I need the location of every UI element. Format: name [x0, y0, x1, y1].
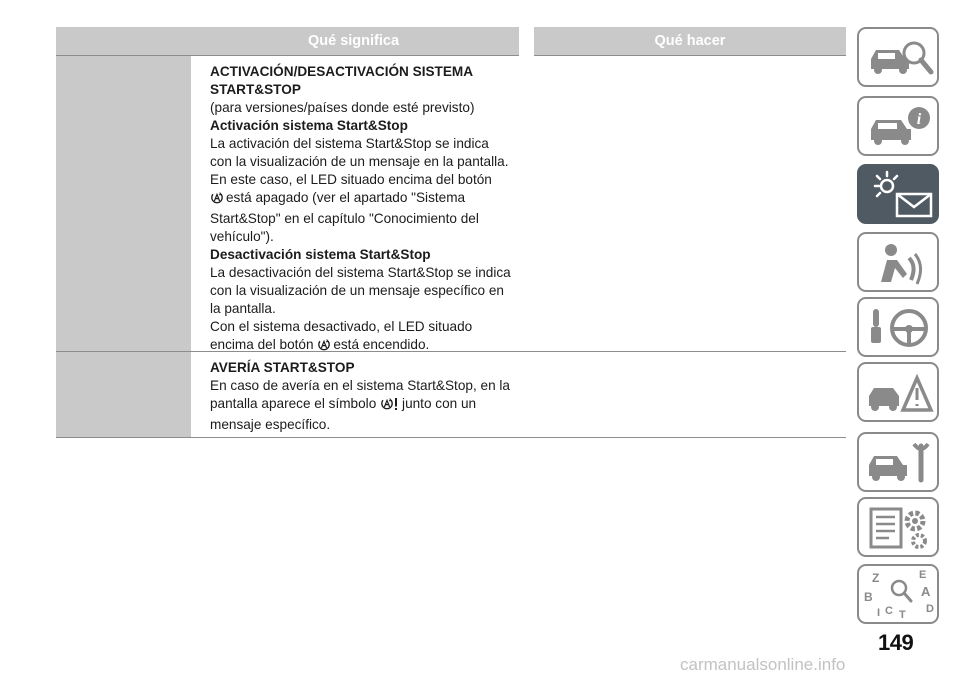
row-title: AVERÍA START&STOP — [210, 360, 355, 375]
specs-gears-icon — [859, 499, 939, 557]
table-row — [56, 352, 846, 438]
action-cell — [519, 56, 846, 351]
info-table — [56, 27, 846, 438]
tab-knowing-vehicle[interactable] — [857, 27, 939, 87]
row-note: (para versiones/países donde esté previsto) — [210, 100, 475, 115]
index-letter: A — [921, 584, 931, 599]
header-what-to-do: Qué hacer — [654, 33, 726, 49]
index-letter: Z — [872, 571, 880, 585]
body-text: Start&Stop" en el capítulo "Conocimiento del — [210, 211, 479, 226]
tab-warning-lights[interactable] — [857, 164, 939, 224]
body-text: La desactivación del sistema Start&Stop se indica — [210, 265, 511, 280]
body-text: La activación del sistema Start&Stop se indica — [210, 136, 489, 151]
start-stop-icon — [210, 191, 224, 210]
tab-index[interactable] — [857, 564, 939, 624]
body-text-with-icon: encima del botón está encendido. — [210, 336, 519, 357]
body-text: En caso de avería en el sistema Start&Stop, en la — [210, 378, 510, 393]
tab-maintenance[interactable] — [857, 432, 939, 492]
index-letter: I — [877, 607, 881, 619]
body-text: la pantalla. — [210, 301, 276, 316]
steering-wheel-key-icon — [859, 299, 939, 357]
svg-text:i: i — [916, 111, 922, 128]
body-text: con la visualización de un mensaje específico en — [210, 283, 504, 298]
alphabetical-index-icon — [859, 566, 939, 624]
body-text: vehículo"). — [210, 229, 274, 244]
tab-emergency[interactable] — [857, 362, 939, 422]
index-letter: B — [864, 590, 873, 604]
symbol-cell — [56, 352, 191, 437]
index-letter: E — [919, 569, 927, 581]
body-text: En este caso, el LED situado encima del botón — [210, 172, 492, 187]
watermark: carmanualsonline.info — [680, 655, 846, 674]
car-wrench-icon — [859, 434, 939, 492]
warning-light-message-icon — [859, 166, 939, 224]
action-cell — [519, 352, 846, 437]
body-text-with-icon: pantalla aparece el símbolo junto con un — [210, 395, 519, 416]
table-row — [56, 56, 846, 352]
header-what-means: Qué significa — [307, 33, 400, 49]
index-letter: C — [885, 605, 893, 617]
body-text-with-icon: está apagado (ver el apartado "Sistema — [210, 189, 519, 210]
car-search-icon — [859, 29, 939, 87]
activation-heading: Activación sistema Start&Stop — [210, 118, 408, 133]
row-title: ACTIVACIÓN/DESACTIVACIÓN SISTEMA — [210, 64, 474, 79]
page-number: 149 — [878, 630, 914, 655]
body-text: con la visualización de un mensaje en la pantalla. — [210, 154, 509, 169]
tab-safety[interactable] — [857, 232, 939, 292]
body-text: Con el sistema desactivado, el LED situado — [210, 319, 473, 334]
tab-specs[interactable] — [857, 497, 939, 557]
index-letter: D — [926, 603, 934, 615]
table-header — [56, 27, 846, 56]
tab-safety-info[interactable] — [857, 96, 939, 156]
row-title: START&STOP — [210, 82, 301, 97]
meaning-cell — [191, 56, 519, 351]
deactivation-heading: Desactivación sistema Start&Stop — [210, 247, 431, 262]
tab-starting-driving[interactable] — [857, 297, 939, 357]
body-text: mensaje específico. — [210, 417, 331, 432]
start-stop-failure-icon — [380, 397, 400, 416]
header-separator — [519, 27, 534, 56]
airbag-seat-icon — [859, 234, 939, 292]
index-letter: T — [899, 609, 906, 621]
car-info-icon — [859, 98, 939, 156]
car-warning-triangle-icon — [859, 364, 939, 422]
meaning-cell — [191, 352, 519, 437]
symbol-cell — [56, 56, 191, 351]
